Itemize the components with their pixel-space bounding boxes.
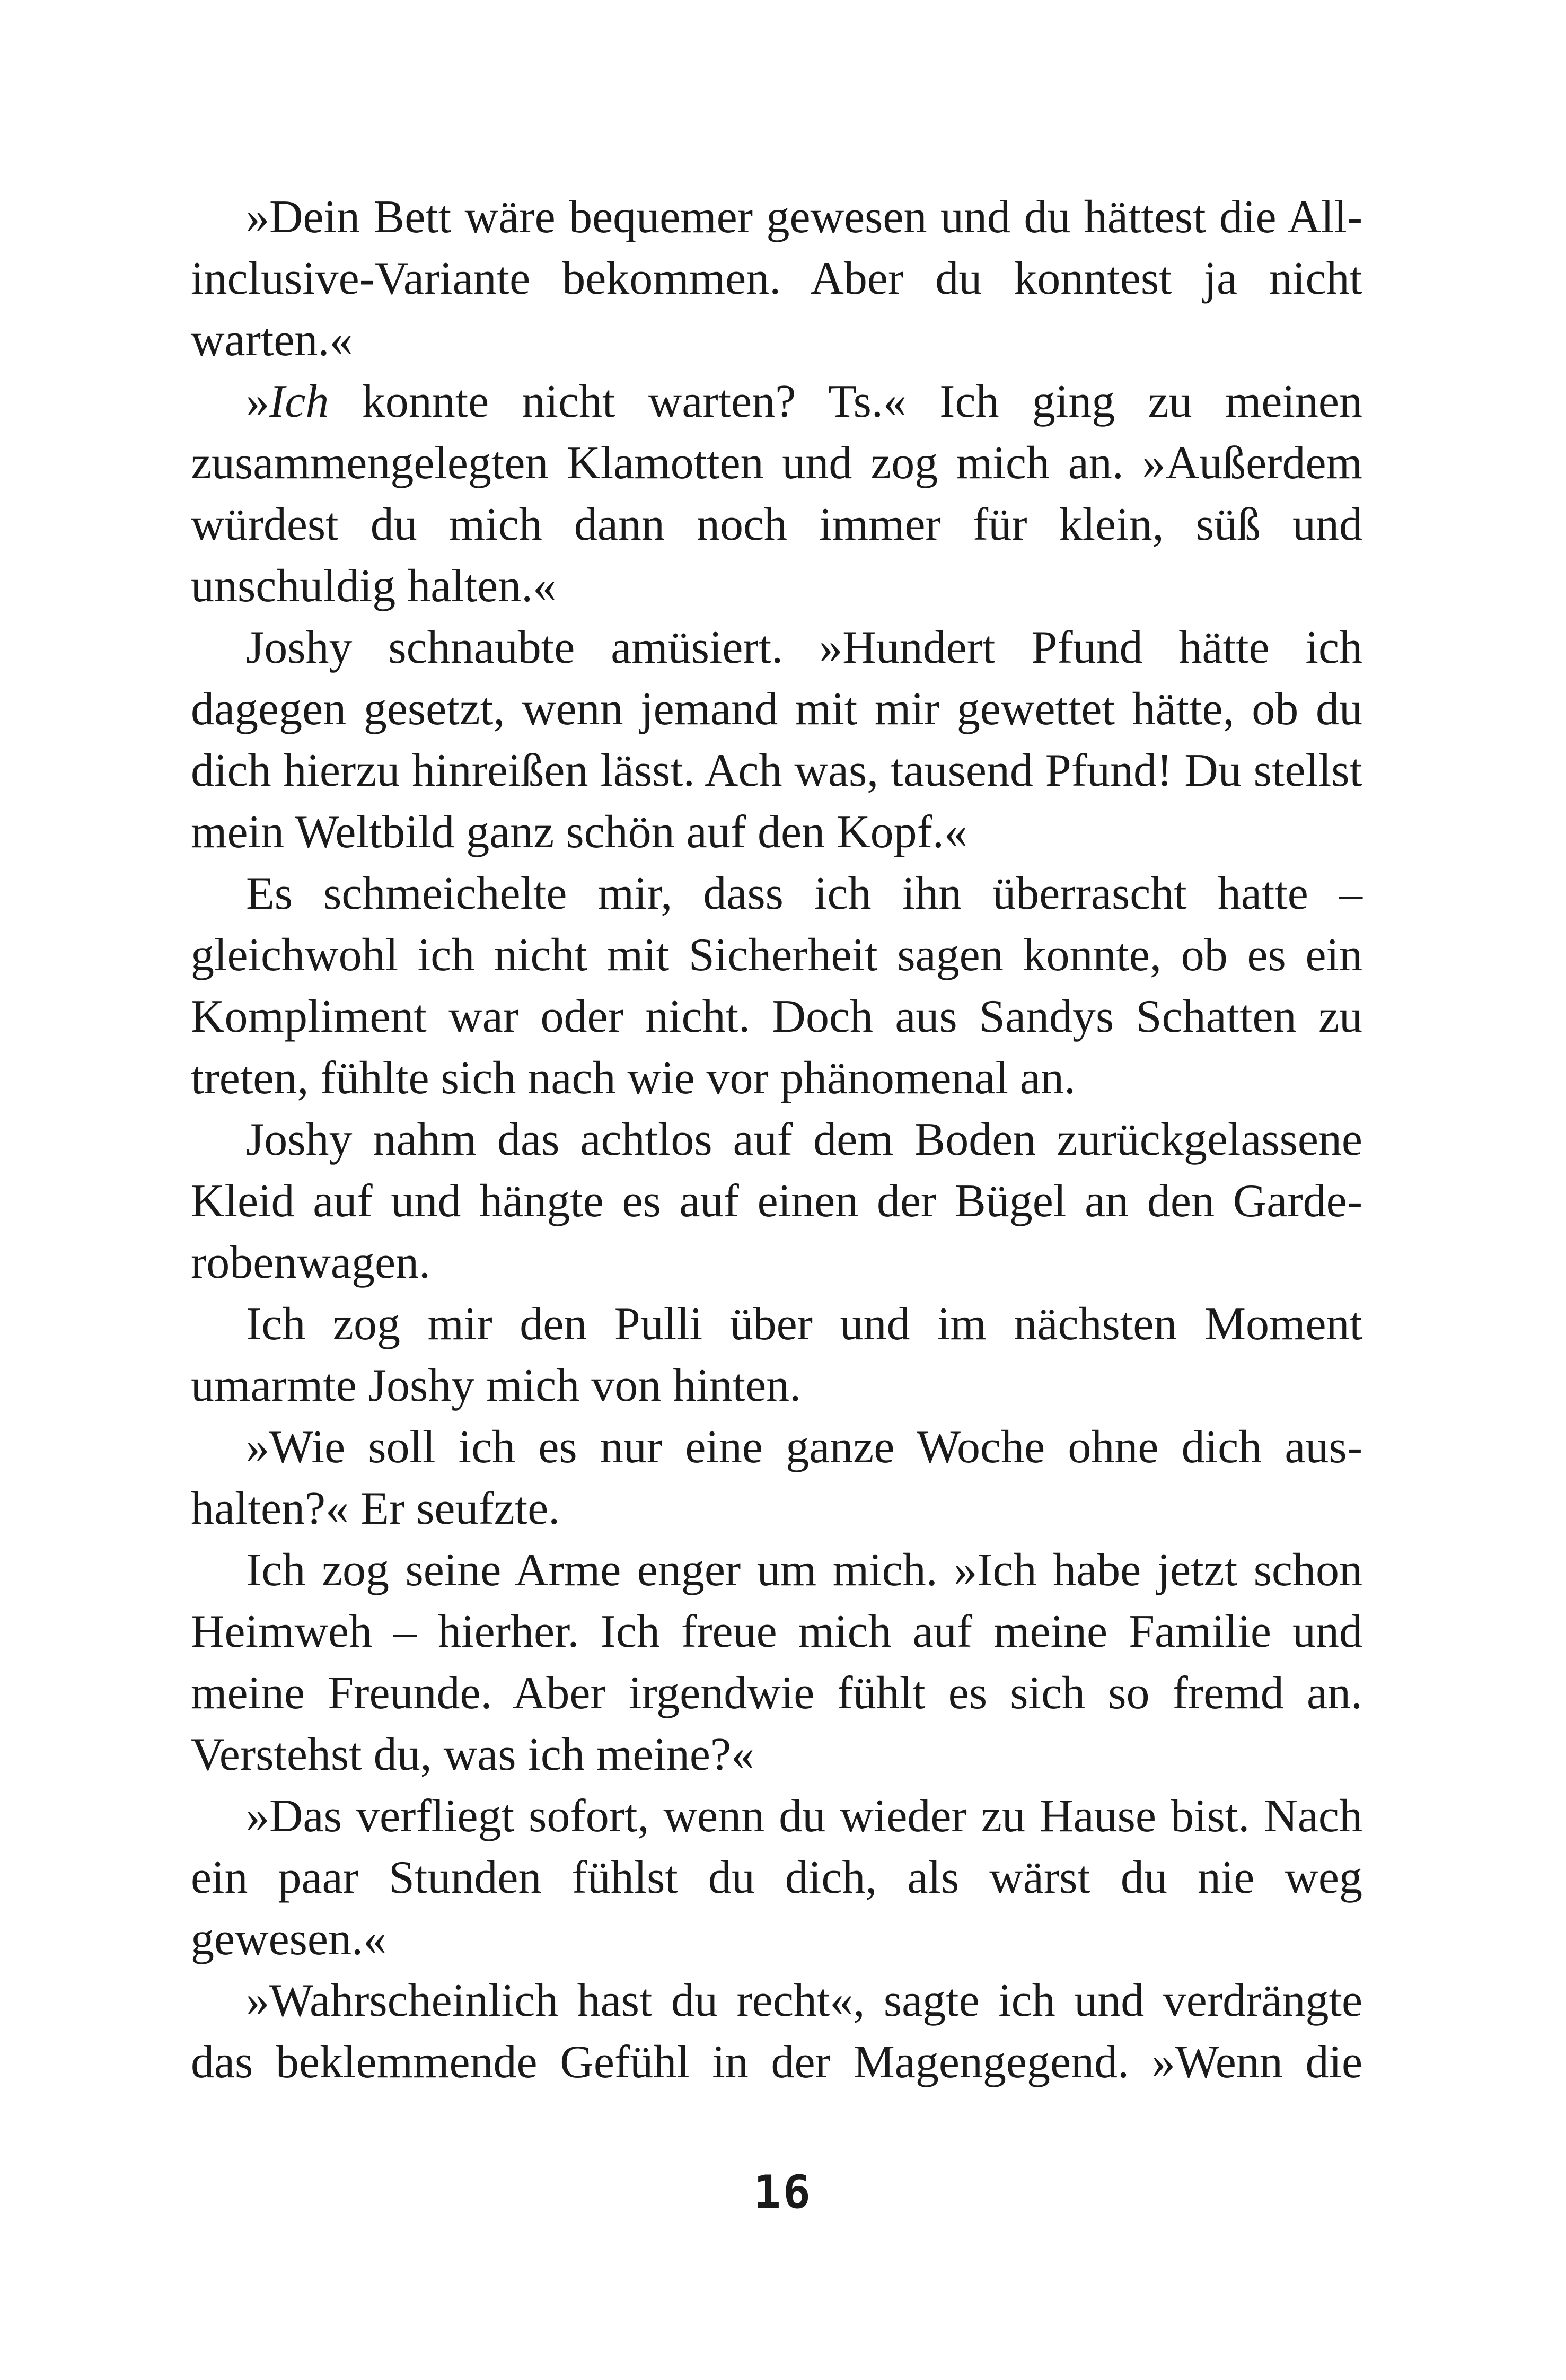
- paragraph-7: [191, 1417, 1362, 1540]
- paragraph-text: »Wie soll ich es nur eine ganze Woche ohne dich aushalten?« Er seufzte.: [191, 1421, 1362, 1534]
- page-number: 16: [753, 2166, 813, 2219]
- paragraph-2: [191, 371, 1362, 617]
- paragraph-6: [191, 1294, 1362, 1417]
- paragraph-text: konnte nicht warten? Ts.« Ich ging zu meinen zusammengelegten Klamotten und zog mich an. »Außerdem würdest du mich dann noch immer für klein, süß und unschuldig halten.«: [191, 376, 1362, 612]
- paragraph-text: Es schmeichelte mir, dass ich ihn überrascht hatte – gleichwohl ich nicht mit Sicherheit sagen konnte, ob es ein Kompliment war oder nicht. Doch aus Sandys Schatten zu treten, fühlte sich nach wie vor phänomenal an.: [191, 868, 1362, 1104]
- paragraph-text: »Das verfliegt sofort, wenn du wieder zu Hause bist. Nach ein paar Stunden fühlst du dich, als wärst du nie weg gewesen.«: [191, 1790, 1362, 1965]
- paragraph-text: Ich zog seine Arme enger um mich. »Ich habe jetzt schon Heimweh – hierher. Ich freue mich auf meine Familie und meine Freunde. Aber irgendwie fühlt es sich so fremd an. Verstehst du, was ich meine?«: [191, 1544, 1362, 1780]
- paragraph-5: [191, 1109, 1362, 1294]
- paragraph-4: [191, 863, 1362, 1109]
- paragraph-text: Joshy nahm das achtlos auf dem Boden zurückgelassene Kleid auf und hängte es auf einen der Bügel an den Garderobenwagen.: [191, 1114, 1362, 1288]
- opening-quote: »: [246, 376, 269, 427]
- body-text: [191, 187, 1362, 2093]
- paragraph-9: [191, 1786, 1362, 1970]
- paragraph-1: [191, 187, 1362, 371]
- paragraph-10: [191, 1970, 1362, 2093]
- paragraph-text: »Dein Bett wäre bequemer gewesen und du hättest die Allinclusive-Variante bekommen. Aber du konntest ja nicht warten.«: [191, 191, 1362, 366]
- paragraph-8: [191, 1540, 1362, 1786]
- emphasized-word: Ich: [269, 376, 329, 427]
- paragraph-text: Joshy schnaubte amüsiert. »Hundert Pfund hätte ich dagegen gesetzt, wenn jemand mit mir gewettet hätte, ob du dich hierzu hinreißen lässt. Ach was, tausend Pfund! Du stellst mein Weltbild ganz schön auf den Kopf.«: [191, 622, 1362, 858]
- paragraph-text: »Wahrscheinlich hast du recht«, sagte ich und verdrängte das beklemmende Gefühl in der Magengegend. »Wenn die: [191, 1975, 1362, 2088]
- paragraph-3: [191, 617, 1362, 863]
- paragraph-text: Ich zog mir den Pulli über und im nächsten Moment umarmte Joshy mich von hinten.: [191, 1298, 1362, 1411]
